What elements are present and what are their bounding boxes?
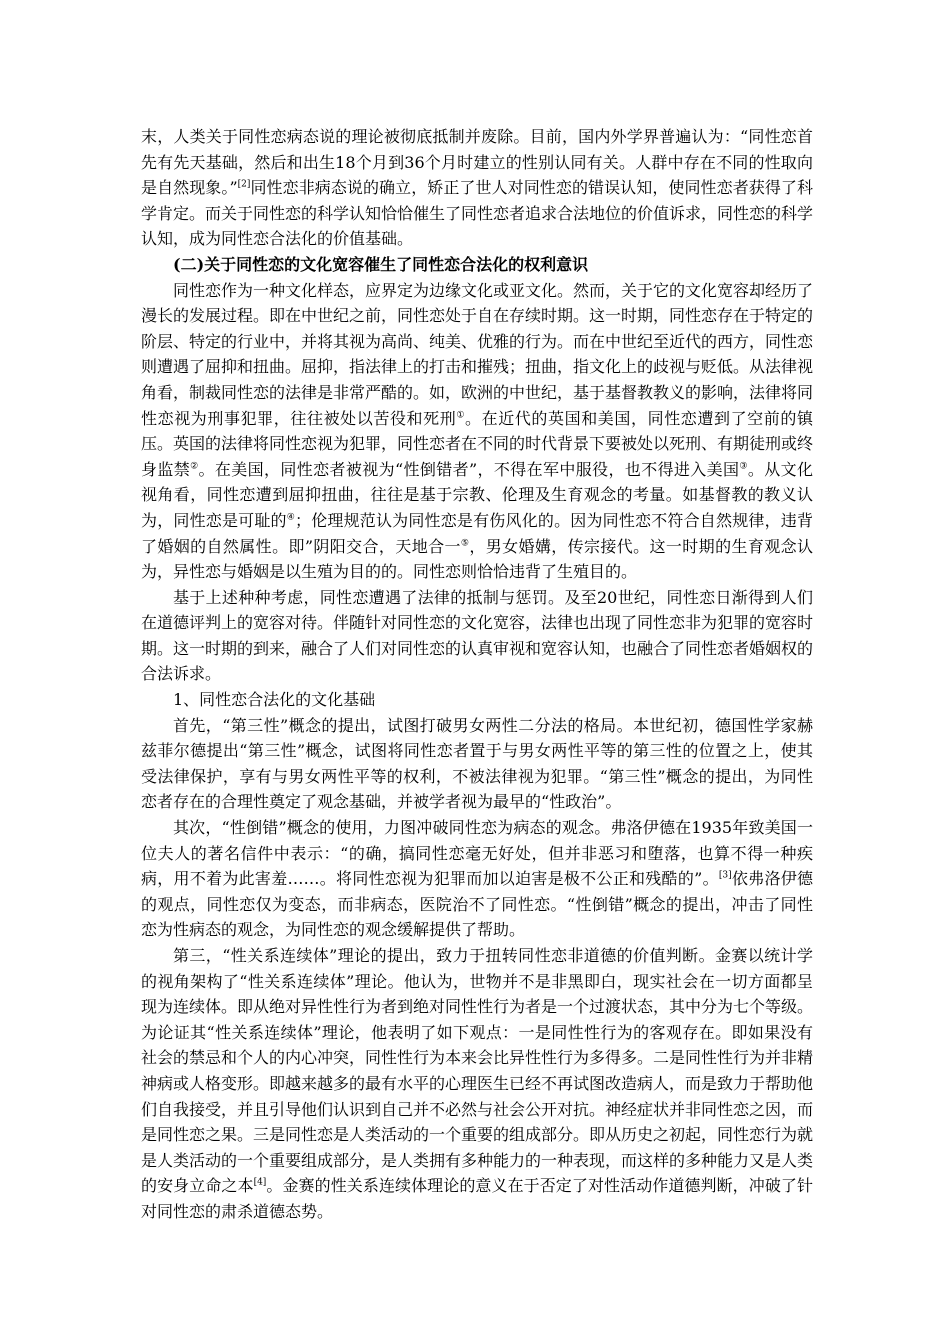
paragraph — [141, 687, 813, 713]
footnote-ref: ③ — [739, 461, 748, 472]
paragraph — [141, 585, 813, 687]
section-heading — [141, 252, 813, 278]
paragraph-text: 首先，“第三性”概念的提出，试图打破男女两性二分法的格局。本世纪初，德国性学家赫兹菲尔德提出“第三性”概念，试图将同性恋者置于与男女两性平等的第三性的位置之上，使其受法律保护，享有与男女两性平等的权利，不被法律视为犯罪。“第三性”概念的提出，为同性恋者存在的合理性奠定了观念基础，并被学者视为最早的“性政治”。 — [141, 715, 813, 812]
paragraph-text: 其次，“性倒错”概念的使用，力图冲破同性恋为病态的观念。弗洛伊德在1935年致美国一位夫人的著名信件中表示：“的确，搞同性恋毫无好处，但并非恶习和堕落，也算不得一种疾病，用不着为此害羞……。将同性恋视为犯罪而加以迫害是极不公正和残酷的”。 — [141, 818, 813, 889]
paragraph — [141, 943, 813, 1225]
paragraph-text: 同性恋非病态说的确立，矫正了世人对同性恋的错误认知，使同性恋者获得了科学肯定。而关于同性恋的科学认知恰恰催生了同性恋者追求合法地位的价值诉求，同性恋的科学认知，成为同性恋合法化的价值基础。 — [141, 178, 814, 249]
paragraph-text: 同性恋作为一种文化样态，应界定为边缘文化或亚文化。然而，关于它的文化宽容却经历了漫长的发展过程。即在中世纪之前，同性恋处于自在存续时期。这一时期，同性恋存在于特定的阶层、特定的行业中，并将其视为高尚、纯美、优雅的行为。而在中世纪至近代的西方，同性恋则遭遇了屈抑和扭曲。屈抑，指法律上的打击和摧残；扭曲，指文化上的歧视与贬低。从法律视角看，制裁同性恋的法律是非常严酷的。如，欧洲的中世纪，基于基督教教义的影响，法律将同性恋视为刑事犯罪，往往被处以苦役和死刑 — [141, 280, 814, 428]
paragraph-text: 1、同性恋合法化的文化基础 — [173, 690, 376, 710]
paragraph-text: 基于上述种种考虑，同性恋遭遇了法律的抵制与惩罚。及至20世纪，同性恋日渐得到人们在道德评判上的宽容对待。伴随针对同性恋的文化宽容，法律也出现了同性恋非为犯罪的宽容时期。这一时期的到来，融合了人们对同性恋的认真审视和宽容认知，也融合了同性恋者婚姻权的合法诉求。 — [141, 587, 814, 684]
paragraph — [141, 713, 813, 815]
paragraph-text: 。在美国，同性恋者被视为“性倒错者”，不得在军中服役，也不得进入美国 — [198, 459, 740, 479]
paragraph-text: 依弗洛伊德的观点，同性恋仅为变态，而非病态，医院治不了同性恋。“性倒错”概念的提出，冲击了同性恋为性病态的观念，为同性恋的观念缓解提供了帮助。 — [141, 869, 813, 940]
paragraph-text: 。在近代的英国和美国，同性恋遭到了空前的镇压。英国的法律将同性恋视为犯罪，同性恋者在不同的时代背景下要被处以死刑、有期徒刑或终身监禁 — [141, 408, 814, 479]
paragraph-text: ；伦理规范认为同性恋是有伤风化的。因为同性恋不符合自然规律，违背了婚姻的自然属性。即”阴阳交合，天地合一 — [141, 510, 813, 556]
paragraph-text: 第三，“性关系连续体”理论的提出，致力于扭转同性恋非道德的价值判断。金赛以统计学的视角架构了“性关系连续体”理论。他认为，世物并不是非黑即白，现实社会在一切方面都呈现为连续体。即从绝对异性性行为者到绝对同性性行为者是一个过渡状态，其中分为七个等级。为论证其“性关系连续体”理论，他表明了如下观点：一是同性性行为的客观存在。即如果没有社会的禁忌和个人的内心冲突，同性性行为本来会比异性性行为多得多。二是同性性行为并非精神病或人格变形。即越来越多的最有水平的心理医生已经不再试图改造病人，而是致力于帮助他们自我接受，并且引导他们认识到自己并不必然与社会公开对抗。神经症状并非同性恋之因，而是同性恋之果。三是同性恋是人类活动的一个重要的组成部分。即从历史之初起，同性恋行为就是人类活动的一个重要组成部分，是人类拥有多种能力的一种表现，而这样的多种能力又是人类的安身立命之本 — [141, 946, 814, 1196]
footnote-ref: ① — [456, 410, 466, 421]
document-body — [141, 124, 813, 1225]
footnote-ref: [3] — [718, 870, 732, 881]
paragraph — [141, 815, 813, 943]
paragraph-text: 末，人类关于同性恋病态说的理论被彻底抵制并废除。目前，国内外学界普遍认为：“同性恋首先有先天基础，然后和出生18个月到36个月时建立的性别认同有关。人群中存在不同的性取向是自然现象。” — [141, 127, 813, 198]
paragraph — [141, 278, 813, 585]
paragraph — [141, 124, 813, 252]
paragraph-text: 。金赛的性关系连续体理论的意义在于否定了对性活动作道德判断，冲破了针对同性恋的肃杀道德态势。 — [141, 1176, 813, 1221]
footnote-ref: ④ — [286, 512, 295, 523]
paragraph-text: (二)关于同性恋的文化宽容催生了同性恋合法化的权利意识 — [173, 254, 589, 274]
footnote-ref: ⑤ — [460, 538, 470, 549]
paragraph-text: ，男女婚媾，传宗接代。这一时期的生育观念认为，异性恋与婚姻是以生殖为目的的。同性恋则恰恰违背了生殖目的。 — [141, 536, 813, 582]
footnote-ref: [4] — [253, 1178, 267, 1189]
footnote-ref: ② — [190, 461, 199, 472]
footnote-ref: [2] — [237, 179, 251, 190]
paragraph-text: 。从文化视角看，同性恋遭到屈抑扭曲，往往是基于宗教、伦理及生育观念的考量。如基督教的教义认为，同性恋是可耻的 — [141, 459, 813, 530]
